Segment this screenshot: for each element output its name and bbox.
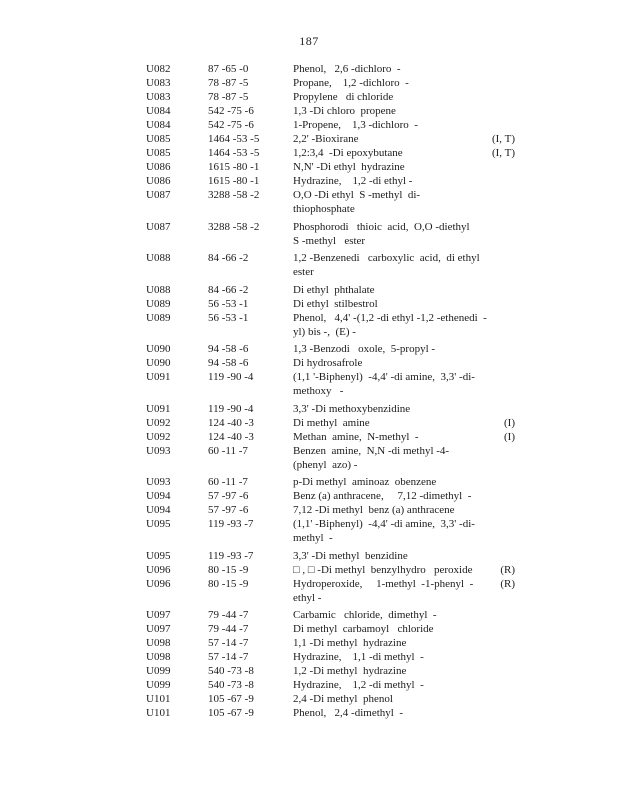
- substance-name-line: 2,4 -Di methyl phenol: [293, 693, 393, 705]
- substance-name-cell: [293, 160, 487, 174]
- waste-code-cell: U101: [146, 693, 171, 705]
- waste-code-cell: U097: [146, 623, 171, 635]
- table-row: [146, 636, 531, 650]
- substance-name-cell: [293, 146, 487, 160]
- substance-name-cell: [293, 692, 487, 706]
- substance-name-line: 2,2' -Bioxirane: [293, 133, 359, 145]
- table-row: [146, 90, 531, 104]
- substance-name-line: Propylene di chloride: [293, 91, 394, 103]
- substance-name-cell: [293, 489, 487, 503]
- waste-code-cell: U082: [146, 63, 171, 75]
- substance-name-cell: [293, 475, 487, 489]
- waste-code-cell: U092: [146, 416, 171, 429]
- waste-code-cell: U085: [146, 133, 171, 145]
- cas-number-cell: 3288 -58 -2: [208, 189, 260, 201]
- table-row: [146, 402, 531, 416]
- substance-name-cell: [293, 311, 487, 339]
- substance-name-line: 1,2 -Di methyl hydrazine: [293, 665, 407, 677]
- page-number: 187: [299, 34, 319, 48]
- waste-code-cell: U097: [146, 609, 171, 621]
- substance-name-line: 1,2 -Benzenedi carboxylic acid, di ethyl: [293, 252, 480, 264]
- hazard-code-cell: (I): [504, 416, 515, 429]
- cas-number-cell: 1464 -53 -5: [208, 147, 260, 159]
- substance-name-cell: [293, 342, 487, 356]
- hazard-code-cell: (I, T): [491, 147, 515, 159]
- substance-name-cell: [293, 608, 487, 622]
- substance-name-cell: [293, 563, 487, 577]
- table-row: [146, 370, 531, 398]
- substance-name-line: (phenyl azo) -: [293, 458, 358, 471]
- cas-number-cell: 60 -11 -7: [208, 476, 248, 488]
- waste-code-cell: U094: [146, 490, 171, 502]
- cas-number-cell: 119 -90 -4: [208, 402, 254, 415]
- waste-code-cell: U093: [146, 444, 171, 457]
- cas-number-cell: 84 -66 -2: [208, 252, 249, 264]
- substance-name-line: 1,3 -Di chloro propene: [293, 105, 396, 117]
- table-row: [146, 297, 531, 311]
- table-row: [146, 549, 531, 563]
- substance-name-cell: [293, 118, 487, 132]
- cas-number-cell: 540 -73 -8: [208, 665, 254, 677]
- substance-name-cell: [293, 444, 487, 472]
- waste-code-cell: U091: [146, 402, 171, 415]
- substance-name-line: thiophosphate: [293, 203, 355, 215]
- waste-code-cell: U096: [146, 563, 171, 576]
- substance-name-line: 1,3 -Benzodi oxole, 5-propyl -: [293, 343, 436, 355]
- substance-name-line: 1,1 -Di methyl hydrazine: [293, 637, 407, 649]
- table-row: [146, 577, 531, 605]
- table-row: [146, 174, 531, 188]
- cas-number-cell: 57 -97 -6: [208, 504, 249, 516]
- substance-name-cell: [293, 503, 487, 517]
- substance-name-line: 1,2:3,4 -Di epoxybutane: [293, 147, 403, 159]
- table-row: [146, 678, 531, 692]
- table-row: [146, 76, 531, 90]
- substance-name-cell: [293, 283, 487, 297]
- cas-number-cell: 57 -14 -7: [208, 637, 249, 649]
- table-row: [146, 416, 531, 430]
- substance-name-cell: [293, 517, 487, 545]
- waste-code-cell: U086: [146, 175, 171, 187]
- table-row: [146, 342, 531, 356]
- substance-name-line: Hydrazine, 1,1 -di methyl -: [293, 651, 424, 663]
- table-row: [146, 132, 531, 146]
- cas-number-cell: 119 -93 -7: [208, 549, 254, 562]
- substance-name-line: Hydrazine, 1,2 -di ethyl -: [293, 175, 413, 187]
- substance-name-line: Propane, 1,2 -dichloro -: [293, 77, 409, 89]
- waste-code-cell: U095: [146, 518, 171, 530]
- substance-name-line: 3,3' -Di methyl benzidine: [293, 549, 408, 562]
- substance-name-line: Methan amine, N-methyl -: [293, 430, 419, 443]
- substance-name-line: Hydrazine, 1,2 -di methyl -: [293, 679, 424, 691]
- substance-name-line: (1,1' -Biphenyl) -4,4' -di amine, 3,3' -di-: [293, 518, 475, 530]
- waste-code-cell: U089: [146, 311, 171, 324]
- waste-code-cell: U090: [146, 343, 171, 355]
- substance-name-line: methoxy -: [293, 385, 344, 397]
- substance-name-line: ester: [293, 266, 314, 278]
- waste-code-cell: U091: [146, 371, 171, 383]
- substance-name-line: Carbamic chloride, dimethyl -: [293, 609, 437, 621]
- cas-number-cell: 124 -40 -3: [208, 430, 254, 443]
- cas-number-cell: 1615 -80 -1: [208, 175, 260, 187]
- cas-number-cell: 80 -15 -9: [208, 577, 249, 590]
- hazard-code-cell: (R): [500, 577, 515, 590]
- cas-number-cell: 80 -15 -9: [208, 563, 249, 576]
- substance-name-line: □ , □ -Di methyl benzylhydro peroxide: [293, 563, 473, 576]
- substance-name-line: O,O -Di ethyl S -methyl di-: [293, 189, 421, 201]
- substance-name-line: Di ethyl stilbestrol: [293, 297, 378, 310]
- table-row: [146, 118, 531, 132]
- cas-number-cell: 56 -53 -1: [208, 311, 249, 324]
- waste-code-cell: U088: [146, 283, 171, 296]
- substance-name-cell: [293, 251, 487, 279]
- waste-code-cell: U087: [146, 220, 171, 233]
- substance-name-cell: [293, 416, 487, 430]
- waste-code-cell: U087: [146, 189, 171, 201]
- hazard-code-cell: (I, T): [491, 133, 515, 145]
- cas-number-cell: 84 -66 -2: [208, 283, 249, 296]
- cas-number-cell: 94 -58 -6: [208, 357, 249, 369]
- substance-name-line: Di ethyl phthalate: [293, 283, 375, 296]
- cas-number-cell: 79 -44 -7: [208, 623, 249, 635]
- table-row: [146, 475, 531, 489]
- cas-number-cell: 79 -44 -7: [208, 609, 249, 621]
- cas-number-cell: 542 -75 -6: [208, 119, 254, 131]
- cas-number-cell: 124 -40 -3: [208, 416, 254, 429]
- table-row: [146, 444, 531, 472]
- table-row: [146, 503, 531, 517]
- substance-name-line: Benz (a) anthracene, 7,12 -dimethyl -: [293, 490, 472, 502]
- cas-number-cell: 87 -65 -0: [208, 63, 249, 75]
- cas-number-cell: 78 -87 -5: [208, 91, 249, 103]
- substance-name-line: S -methyl ester: [293, 234, 366, 247]
- substance-name-cell: [293, 549, 487, 563]
- substance-name-cell: [293, 664, 487, 678]
- substance-name-line: Di hydrosafrole: [293, 357, 363, 369]
- substance-name-cell: [293, 402, 487, 416]
- table-row: [146, 62, 531, 76]
- waste-code-cell: U098: [146, 651, 171, 663]
- waste-code-cell: U090: [146, 357, 171, 369]
- substance-name-cell: [293, 706, 487, 720]
- substance-name-cell: [293, 174, 487, 188]
- cas-number-cell: 1615 -80 -1: [208, 161, 260, 173]
- cas-number-cell: 542 -75 -6: [208, 105, 254, 117]
- cas-number-cell: 56 -53 -1: [208, 297, 249, 310]
- substance-name-cell: [293, 220, 487, 248]
- table-row: [146, 692, 531, 706]
- cas-number-cell: 1464 -53 -5: [208, 133, 260, 145]
- waste-code-cell: U099: [146, 679, 171, 691]
- substance-name-line: 3,3' -Di methoxybenzidine: [293, 402, 411, 415]
- substance-name-cell: [293, 76, 487, 90]
- cas-number-cell: 60 -11 -7: [208, 444, 248, 457]
- substance-name-line: ethyl -: [293, 591, 322, 604]
- waste-code-cell: U089: [146, 297, 171, 310]
- table-row: [146, 146, 531, 160]
- substance-name-line: Phosphorodi thioic acid, O,O -diethyl: [293, 220, 470, 233]
- hazard-code-cell: (R): [500, 563, 515, 576]
- waste-code-cell: U092: [146, 430, 171, 443]
- waste-code-cell: U084: [146, 105, 171, 117]
- substance-name-line: methyl -: [293, 532, 333, 544]
- substance-name-cell: [293, 430, 487, 444]
- cas-number-cell: 105 -67 -9: [208, 707, 254, 719]
- waste-code-cell: U095: [146, 549, 171, 562]
- substance-name-cell: [293, 356, 487, 370]
- table-row: [146, 356, 531, 370]
- cas-number-cell: 57 -97 -6: [208, 490, 249, 502]
- table-row: [146, 311, 531, 339]
- substance-name-line: p-Di methyl aminoaz obenzene: [293, 476, 437, 488]
- table-row: [146, 517, 531, 545]
- cas-number-cell: 540 -73 -8: [208, 679, 254, 691]
- waste-code-cell: U083: [146, 91, 171, 103]
- substance-name-line: 1-Propene, 1,3 -dichloro -: [293, 119, 418, 131]
- table-row: [146, 104, 531, 118]
- cas-number-cell: 78 -87 -5: [208, 77, 249, 89]
- substance-name-line: Phenol, 2,6 -dichloro -: [293, 63, 401, 75]
- table-row: [146, 160, 531, 174]
- waste-code-cell: U096: [146, 577, 171, 590]
- substance-name-line: Hydroperoxide, 1-methyl -1-phenyl -: [293, 577, 474, 590]
- substance-name-cell: [293, 62, 487, 76]
- substance-name-line: 7,12 -Di methyl benz (a) anthracene: [293, 504, 455, 516]
- waste-code-cell: U093: [146, 476, 171, 488]
- substance-name-line: Di methyl carbamoyl chloride: [293, 623, 434, 635]
- substance-name-cell: [293, 636, 487, 650]
- substance-name-cell: [293, 132, 487, 146]
- substance-name-cell: [293, 622, 487, 636]
- waste-code-cell: U099: [146, 665, 171, 677]
- hazardous-waste-table: [146, 62, 531, 720]
- substance-name-cell: [293, 678, 487, 692]
- cas-number-cell: 57 -14 -7: [208, 651, 249, 663]
- cas-number-cell: 105 -67 -9: [208, 693, 254, 705]
- waste-code-cell: U083: [146, 77, 171, 89]
- substance-name-line: Phenol, 4,4' -(1,2 -di ethyl -1,2 -ethenedi -: [293, 311, 487, 324]
- substance-name-line: yl) bis -, (E) -: [293, 325, 356, 338]
- substance-name-line: Di methyl amine: [293, 416, 370, 429]
- cas-number-cell: 94 -58 -6: [208, 343, 249, 355]
- substance-name-cell: [293, 90, 487, 104]
- waste-code-cell: U088: [146, 252, 171, 264]
- substance-name-cell: [293, 297, 487, 311]
- substance-name-cell: [293, 104, 487, 118]
- table-row: [146, 706, 531, 720]
- table-row: [146, 489, 531, 503]
- table-row: [146, 220, 531, 248]
- substance-name-cell: [293, 370, 487, 398]
- substance-name-cell: [293, 650, 487, 664]
- table-row: [146, 188, 531, 216]
- substance-name-line: Phenol, 2,4 -dimethyl -: [293, 707, 403, 719]
- waste-code-cell: U085: [146, 147, 171, 159]
- cas-number-cell: 119 -90 -4: [208, 371, 254, 383]
- hazard-code-cell: (I): [504, 430, 515, 443]
- cas-number-cell: 119 -93 -7: [208, 518, 254, 530]
- table-row: [146, 650, 531, 664]
- waste-code-cell: U084: [146, 119, 171, 131]
- substance-name-cell: [293, 577, 487, 605]
- table-row: [146, 251, 531, 279]
- table-row: [146, 608, 531, 622]
- substance-name-line: Benzen amine, N,N -di methyl -4-: [293, 444, 450, 457]
- substance-name-line: N,N' -Di ethyl hydrazine: [293, 161, 405, 173]
- substance-name-cell: [293, 188, 487, 216]
- waste-code-cell: U086: [146, 161, 171, 173]
- table-row: [146, 430, 531, 444]
- substance-name-line: (1,1 '-Biphenyl) -4,4' -di amine, 3,3' -di-: [293, 371, 475, 383]
- table-row: [146, 664, 531, 678]
- table-row: [146, 622, 531, 636]
- cas-number-cell: 3288 -58 -2: [208, 220, 260, 233]
- waste-code-cell: U101: [146, 707, 171, 719]
- table-row: [146, 563, 531, 577]
- table-row: [146, 283, 531, 297]
- waste-code-cell: U098: [146, 637, 171, 649]
- waste-code-cell: U094: [146, 504, 171, 516]
